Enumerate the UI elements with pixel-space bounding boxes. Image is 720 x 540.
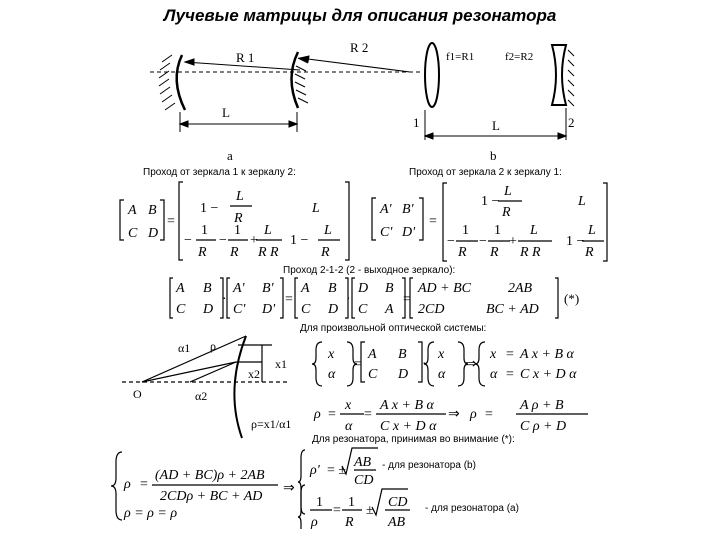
label-r1: R 1 [236,50,255,65]
svg-text:=: = [403,292,411,307]
svg-text:R: R [321,245,330,260]
label-f1: f1=R1 [446,51,475,63]
svg-text:D: D [328,302,339,317]
svg-text:=: = [333,503,341,518]
label-b: b [490,148,497,163]
svg-text:+: + [250,233,258,248]
svg-text:ρ: ρ [311,515,318,530]
svg-text:1 −: 1 − [290,233,309,248]
svg-text:C x + D α: C x + D α [380,419,437,434]
svg-text:AD + BC: AD + BC [418,281,471,296]
svg-text:BC + AD: BC + AD [486,302,539,317]
svg-text:·: · [346,292,351,307]
svg-text:B': B' [402,202,414,217]
svg-text:ρ': ρ' [310,463,320,478]
label-x1: x1 [275,357,287,371]
svg-text:·: · [222,292,227,307]
svg-text:A: A [128,203,137,218]
svg-text:=: = [167,214,175,229]
svg-text:=: = [354,357,362,372]
caption-resonator-a: - для резонатора (a) [425,503,519,514]
caption-arbitrary-system: Для произвольной оптической системы: [300,323,487,334]
svg-text:x: x [490,347,497,362]
svg-text:CD: CD [388,495,408,510]
svg-text:−: − [219,233,227,248]
svg-text:1 −: 1 − [566,234,585,249]
svg-text:1: 1 [201,223,208,238]
svg-text:=: = [140,477,148,492]
svg-text:=: = [506,367,514,382]
svg-text:2CDρ + BC + AD: 2CDρ + BC + AD [160,489,263,504]
svg-text:L: L [588,223,596,238]
svg-text:−: − [447,234,455,249]
svg-text:1: 1 [234,223,241,238]
svg-text:=: = [429,214,437,229]
label-a: a [227,148,233,163]
svg-text:L: L [530,223,538,238]
svg-text:±: ± [366,503,374,518]
svg-text:R: R [502,205,511,220]
svg-text:A: A [176,281,185,296]
svg-text:2CD: 2CD [418,302,445,317]
svg-text:1: 1 [494,223,501,238]
svg-text:A x + B α: A x + B α [520,347,574,362]
svg-text:1: 1 [348,495,355,510]
svg-text:⇒: ⇒ [465,357,477,372]
svg-text:1: 1 [462,223,469,238]
svg-text:D': D' [402,225,416,240]
svg-text:+: + [509,234,517,249]
svg-text:R: R [490,245,499,260]
svg-text:⇒: ⇒ [448,407,460,422]
svg-text:R: R [234,211,243,226]
svg-text:α: α [328,367,336,382]
svg-text:−: − [184,233,192,248]
svg-text:·: · [422,357,427,372]
svg-text:2AB: 2AB [508,281,533,296]
caption-resonator: Для резонатора, принимая во внимание (*): [312,434,515,445]
svg-text:B': B' [262,281,274,296]
svg-text:α: α [438,367,446,382]
svg-text:=: = [285,292,293,307]
label-alpha2: α2 [195,389,208,403]
svg-text:C': C' [233,302,246,317]
label-n2: 2 [568,115,575,130]
svg-text:=: = [364,407,372,422]
svg-text:L: L [504,184,512,199]
svg-text:L: L [324,223,332,238]
label-star: (*) [564,291,580,306]
svg-text:x: x [345,398,352,413]
svg-text:B: B [328,281,337,296]
svg-text:α: α [345,419,353,434]
svg-text:D: D [148,226,159,241]
caption-resonator-b: - для резонатора (b) [382,460,476,471]
svg-text:A: A [301,281,310,296]
svg-text:ρ = ρ = ρ: ρ = ρ = ρ [124,506,178,521]
caption-pass-1-2: Проход от зеркала 1 к зеркалу 2: [143,167,296,178]
svg-text:R: R [198,245,207,260]
svg-text:L: L [236,189,244,204]
svg-text:CD: CD [354,473,374,488]
page-title: Лучевые матрицы для описания резонатора [163,6,557,25]
svg-text:R R: R R [258,245,279,260]
svg-text:=: = [328,407,336,422]
svg-text:B: B [398,347,407,362]
caption-pass-2-1: Проход от зеркала 2 к зеркалу 1: [409,167,562,178]
svg-text:C: C [176,302,186,317]
svg-text:D: D [203,302,214,317]
svg-text:C: C [358,302,368,317]
svg-text:C x + D α: C x + D α [520,367,577,382]
svg-text:ρ: ρ [470,407,477,422]
svg-text:R: R [230,245,239,260]
svg-text:A: A [385,302,394,317]
label-alpha1: α1 [178,341,191,355]
svg-text:ρ: ρ [124,477,131,492]
svg-text:D: D [358,281,369,296]
label-l-b: L [492,118,500,133]
caption-pass-2-1-2: Проход 2-1-2 (2 - выходное зеркало): [283,265,456,276]
svg-text:A: A [368,347,377,362]
svg-text:= ±: = ± [327,463,347,478]
svg-text:A': A' [380,202,392,217]
svg-text:B: B [148,203,157,218]
label-n1: 1 [413,115,420,130]
svg-text:1 −: 1 − [481,194,500,209]
svg-text:R: R [345,515,354,530]
label-l-a: L [222,105,230,120]
svg-text:x: x [438,347,445,362]
svg-text:B: B [203,281,212,296]
label-x2: x2 [248,367,260,381]
svg-text:D': D' [262,302,276,317]
svg-text:A ρ + B: A ρ + B [520,398,564,413]
svg-text:R: R [458,245,467,260]
svg-text:C: C [301,302,311,317]
svg-text:R R: R R [520,245,541,260]
svg-text:R: R [585,245,594,260]
svg-text:AB: AB [354,455,372,470]
label-o: O [133,387,142,401]
svg-text:C: C [368,367,378,382]
svg-text:=: = [506,347,514,362]
svg-text:=: = [485,407,493,422]
label-r2: R 2 [350,40,369,55]
svg-text:α: α [490,367,498,382]
svg-text:B: B [385,281,394,296]
svg-text:x: x [328,347,335,362]
svg-text:C: C [128,226,138,241]
svg-text:L: L [578,194,586,209]
svg-text:D: D [398,367,409,382]
label-rho-relation: ρ=x1/α1 [251,417,292,431]
svg-text:L: L [312,201,320,216]
svg-text:(AD + BC)ρ + 2AB: (AD + BC)ρ + 2AB [155,468,265,483]
svg-text:C': C' [380,225,393,240]
svg-text:AB: AB [388,515,406,530]
svg-text:1: 1 [316,495,323,510]
svg-text:1 −: 1 − [200,201,219,216]
svg-text:L: L [264,223,272,238]
svg-text:⇒: ⇒ [283,481,295,496]
label-f2: f2=R2 [505,51,534,63]
label-rho: ρ [210,339,216,353]
svg-text:C ρ + D: C ρ + D [520,419,567,434]
svg-text:ρ: ρ [314,407,321,422]
svg-text:A x + B α: A x + B α [380,398,434,413]
svg-text:A': A' [233,281,245,296]
svg-text:−: − [479,234,487,249]
